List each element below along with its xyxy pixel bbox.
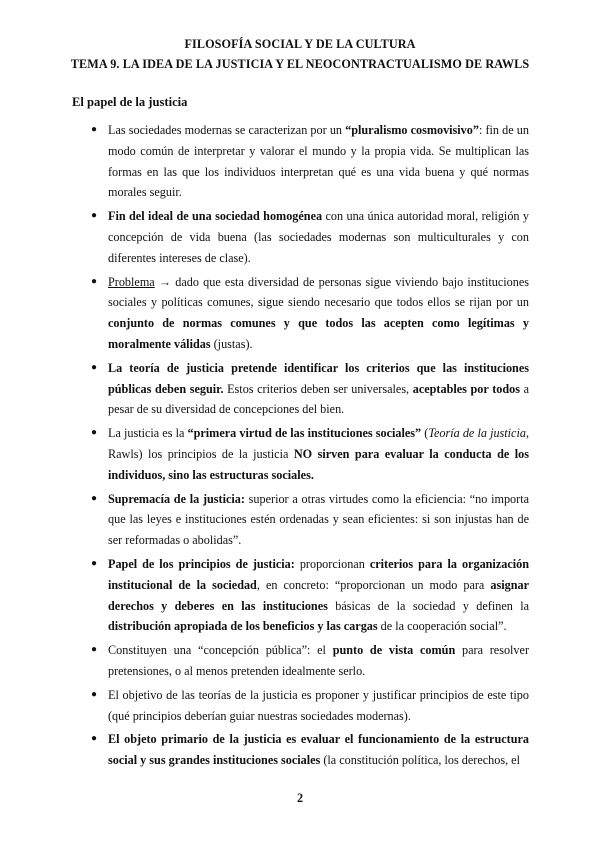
text-segment: punto de vista común <box>332 643 456 658</box>
list-item-text <box>108 358 529 420</box>
list-item <box>0 272 600 355</box>
text-segment: El objetivo de las teorías de la justicia es proponer y justificar principios de este tipo (qué principios deberían guiar nuestras sociedades modernas). <box>108 687 529 723</box>
list-item-text <box>108 640 529 682</box>
text-segment: para resolver pretensiones, o al menos pretenden idealmente serlo. <box>108 643 529 678</box>
text-segment: (la constitución política, los derechos, el <box>320 753 520 768</box>
text-segment: , en concreto: “proporcionan un modo para <box>256 577 491 592</box>
list-item <box>0 206 600 268</box>
text-segment: con una única autoridad moral, religión y concepción de vida buena (las sociedades modernas son multiculturales y con diferentes intereses de clase). <box>108 209 529 265</box>
bullet-dot-icon: ● <box>91 644 98 656</box>
text-segment: Las sociedades modernas se caracterizan por un <box>108 123 346 137</box>
text-segment: Estos criterios deben ser universales, <box>223 381 413 396</box>
text-segment: a pesar de su diversidad de concepciones del bien. <box>108 381 529 417</box>
bullet-dot-icon: ● <box>91 427 98 439</box>
text-segment: ( <box>421 426 429 441</box>
text-segment: La teoría de justicia pretende identificar los criterios que las instituciones públicas deben seguir. <box>108 360 529 396</box>
bullet-dot-icon: ● <box>91 210 98 222</box>
text-segment: (justas). <box>210 336 253 351</box>
list-item-text <box>108 729 529 771</box>
text-segment: proporcionan <box>294 556 370 571</box>
list-item-text <box>108 489 529 551</box>
text-segment: Supremacía de la justicia: <box>108 491 245 506</box>
text-segment: básicas de la sociedad y definen la <box>327 598 529 613</box>
list-item-text <box>108 272 529 355</box>
text-segment: “pluralismo cosmovisivo” <box>345 123 479 137</box>
text-segment: superior a otras virtudes como la eficiencia: “no importa que las leyes e instituciones estén ordenadas y sean eficientes: si son injustas han de ser reformadas o abolidas”. <box>108 491 530 548</box>
text-segment: “primera virtud de las instituciones sociales” <box>187 426 422 441</box>
text-segment: Papel de los principios de justicia: <box>108 556 295 571</box>
bullet-dot-icon: ● <box>91 557 98 569</box>
text-segment: : fin de un modo común de interpretar y valorar el mundo y la propia vida. Se multiplican las formas en las que los individuos interpretan qué es una vida buena y qué normas morales seguir. <box>108 123 529 200</box>
text-segment: aceptables por todos <box>412 381 520 396</box>
section-heading: El papel de la justicia <box>72 95 188 109</box>
list-item <box>0 489 600 551</box>
text-segment: El objeto primario de la justicia es evaluar el funcionamiento de la estructura social y sus grandes instituciones sociales <box>108 732 529 768</box>
bullet-dot-icon: ● <box>91 361 98 373</box>
text-segment: , Rawls) los principios de la justicia <box>108 426 529 461</box>
document-header <box>0 34 600 74</box>
document-title: FILOSOFÍA SOCIAL Y DE LA CULTURA <box>184 37 416 51</box>
list-item <box>0 640 600 682</box>
bullet-dot-icon: ● <box>91 733 98 745</box>
text-segment: conjunto de normas comunes y que todos las acepten como legítimas y moralmente válidas <box>108 316 529 351</box>
list-item <box>0 120 600 203</box>
text-segment: criterios para la organización institucional de la sociedad <box>108 556 529 592</box>
text-segment: asignar derechos y deberes en las instituciones <box>108 577 529 613</box>
text-segment: Fin del ideal de una sociedad homogénea <box>108 209 323 224</box>
list-item-text <box>108 554 529 637</box>
bullet-dot-icon: ● <box>91 124 98 135</box>
list-item <box>0 358 600 420</box>
list-item-text <box>108 206 529 268</box>
text-segment: Teoría de la justicia <box>428 426 526 441</box>
text-segment: La justicia es la <box>108 426 188 441</box>
list-item-text <box>108 423 529 485</box>
list-item <box>0 554 600 637</box>
document-subtitle: TEMA 9. LA IDEA DE LA JUSTICIA Y EL NEOCONTRACTUALISMO DE RAWLS <box>70 57 530 71</box>
text-segment: de la cooperación social”. <box>377 619 507 634</box>
text-segment: NO sirven para evaluar la conducta de los individuos, sino las estructuras sociales. <box>108 446 530 482</box>
text-segment: → dado que esta diversidad de personas sigue viviendo bajo instituciones sociales y políticas comunes, sigue siendo necesario que todos ellos se rijan por un <box>108 274 529 310</box>
bullet-dot-icon: ● <box>91 688 98 700</box>
list-item <box>0 729 600 771</box>
bullet-dot-icon: ● <box>91 492 98 504</box>
text-segment: Constituyen una “concepción pública”: el <box>108 643 333 658</box>
list-item-text <box>108 120 529 203</box>
bullet-dot-icon: ● <box>91 275 98 287</box>
text-segment: Problema <box>108 274 155 289</box>
list-item <box>0 423 600 485</box>
page-number: 2 <box>296 791 304 805</box>
text-segment: distribución apropiada de los beneficios y las cargas <box>108 619 378 634</box>
bullet-list <box>0 120 600 774</box>
list-item-text <box>108 685 529 727</box>
list-item <box>0 685 600 727</box>
